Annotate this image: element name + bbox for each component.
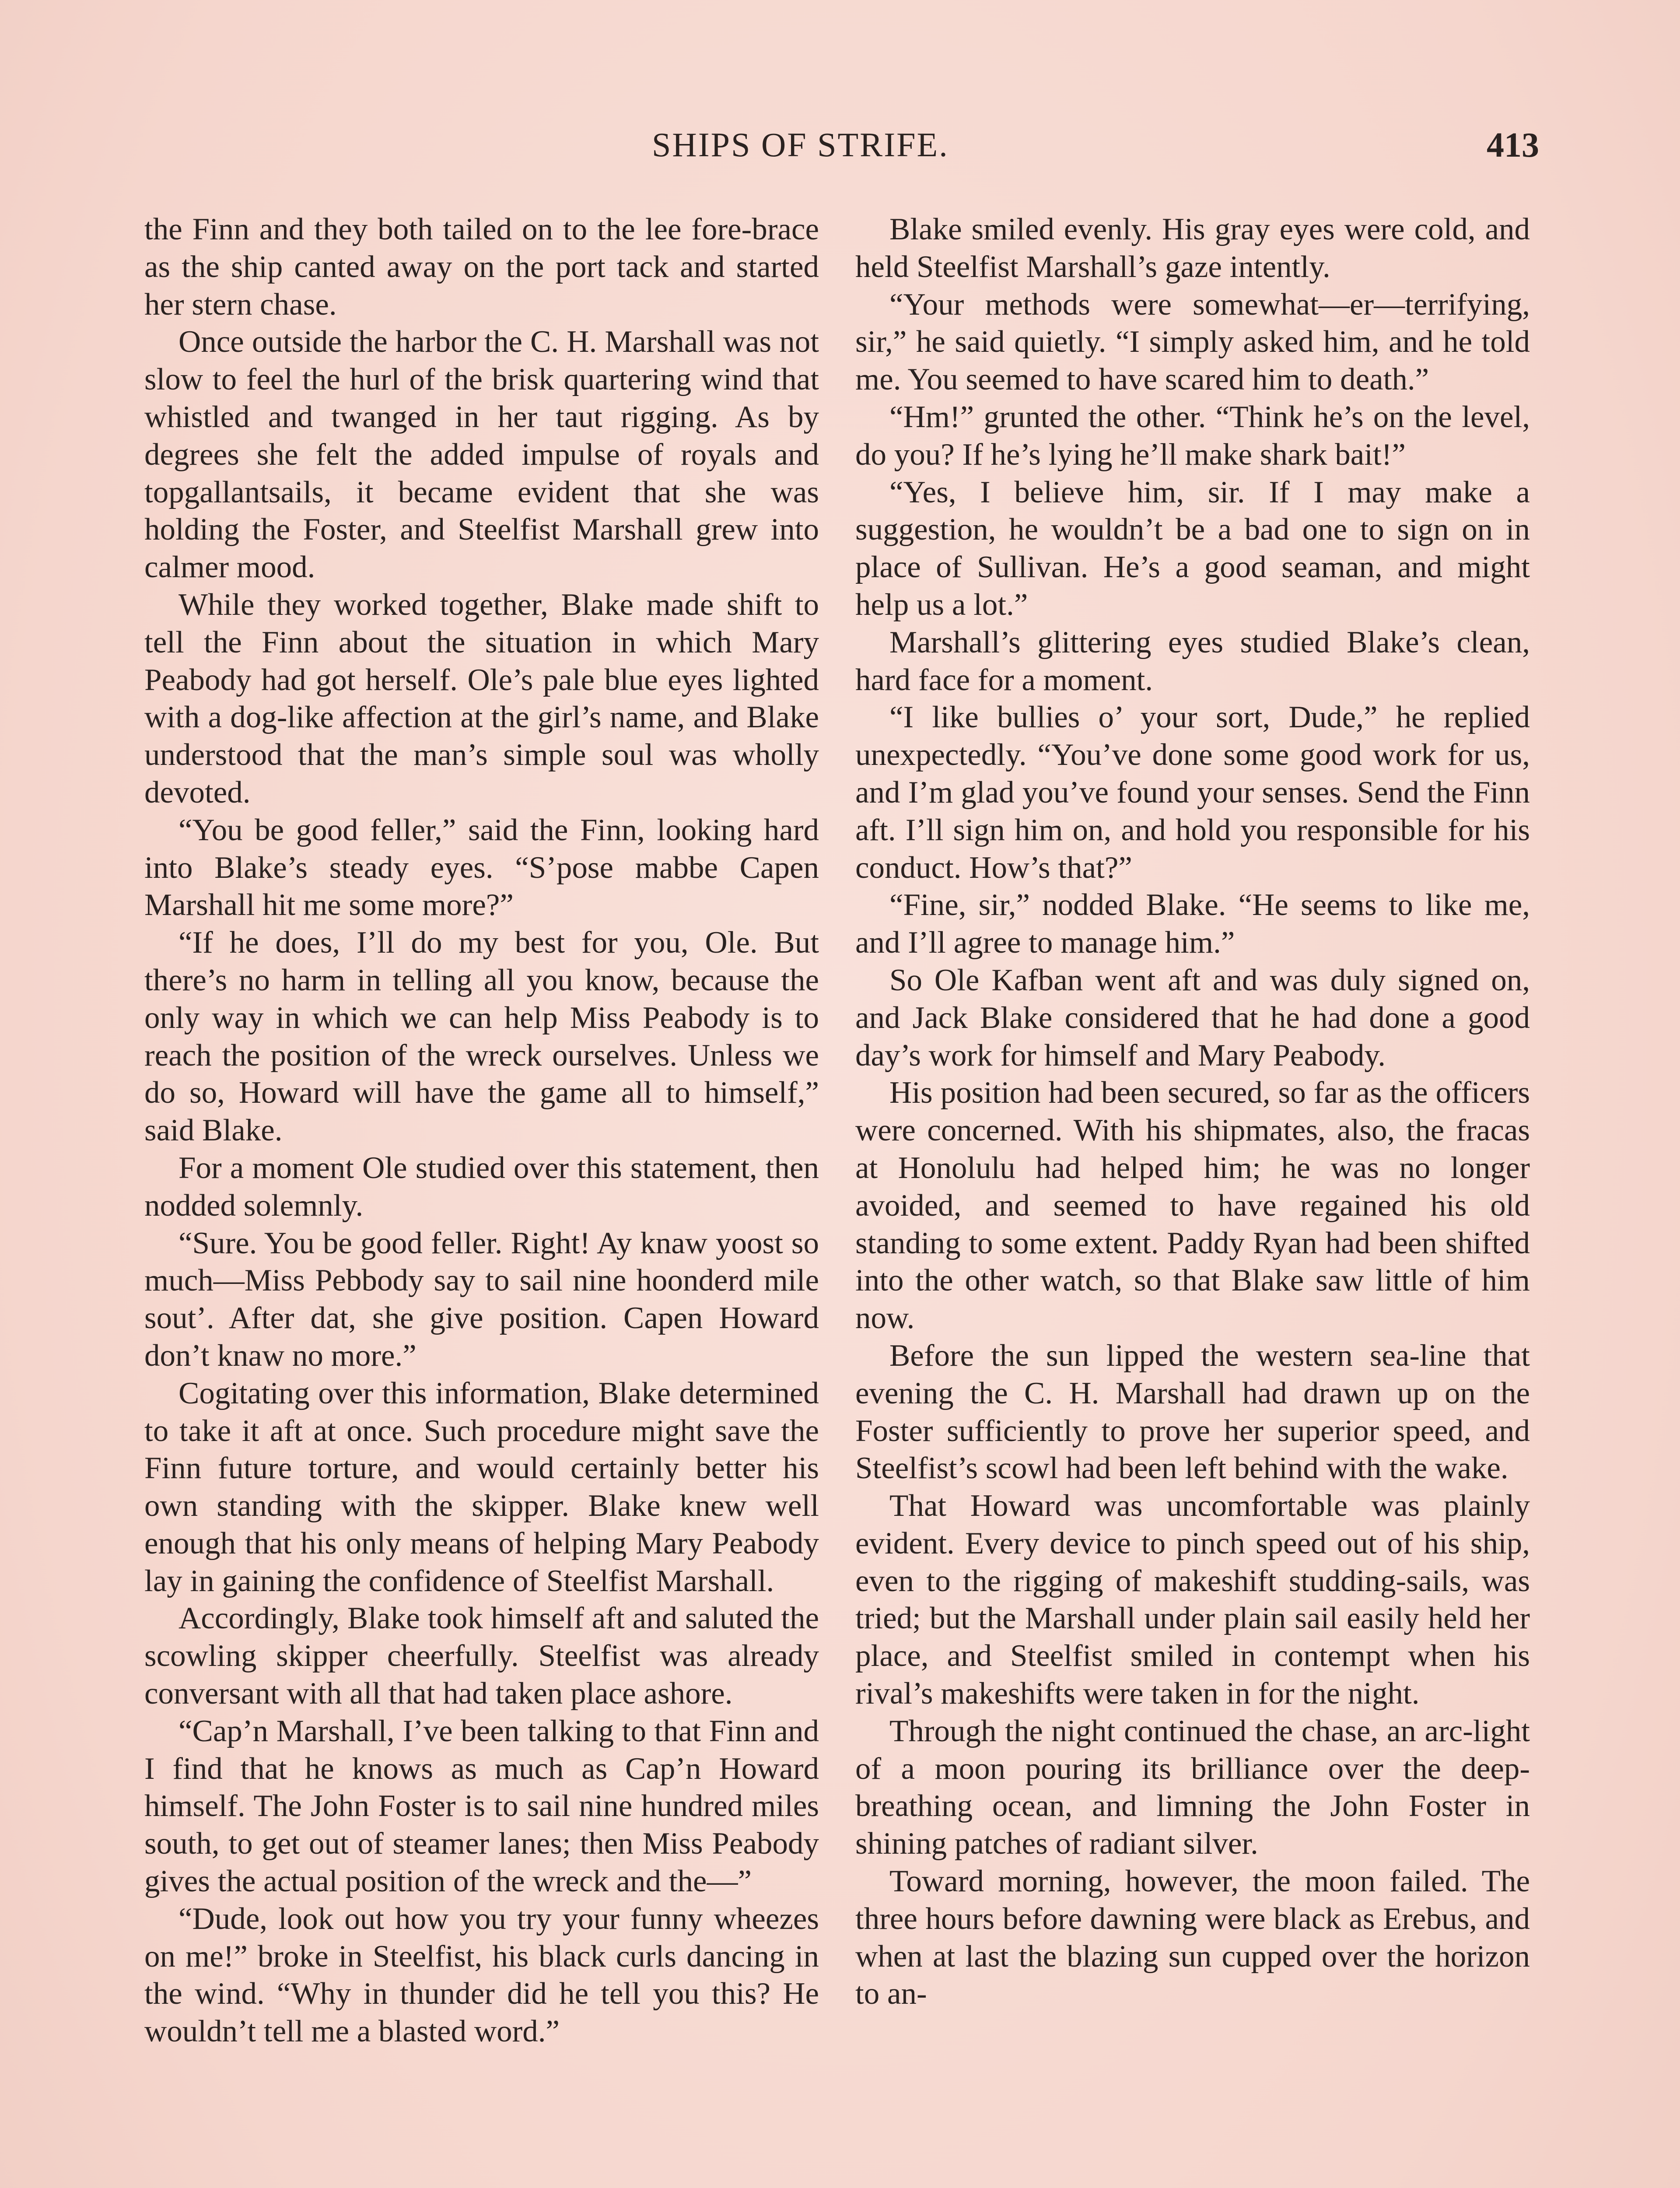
paragraph: “I like bullies o’ your sort, Dude,” he replied unexpectedly. “You’ve done some good work for us, and I’m glad you’ve found your senses. Send the Finn aft. I’ll sign him on, and hold you responsible for his conduct. How’s that?”: [855, 700, 1530, 885]
paragraph: So Ole Kafban went aft and was duly signed on, and Jack Blake considered that he had done a good day’s work for himself and Mary Peabody.: [855, 963, 1530, 1073]
paragraph: “If he does, I’ll do my best for you, Ole. But there’s no harm in telling all you know, because the only way in which we can help Miss Peabody is to reach the position of the wreck ourselves. Unless we do so, Howard will have the game all to himself,” said Blake.: [144, 926, 819, 1148]
paragraph: Blake smiled evenly. His gray eyes were cold, and held Steelfist Marshall’s gaze intently.: [855, 212, 1530, 284]
left-column: [144, 211, 819, 2051]
page-number: 413: [1487, 126, 1539, 165]
paragraph: “Fine, sir,” nodded Blake. “He seems to like me, and I’ll agree to manage him.”: [855, 888, 1530, 960]
paragraph: Once outside the harbor the C. H. Marshall was not slow to feel the hurl of the brisk quartering wind that whistled and twanged in her taut rigging. As by degrees she felt the added impulse of royals and topgallantsails, it became evident that she was holding the Foster, and Steelfist Marshall grew into calmer mood.: [144, 325, 819, 585]
paragraph: “Your methods were somewhat—er—terrifying, sir,” he said quietly. “I simply asked him, and he told me. You seemed to have scared him to death.”: [855, 287, 1530, 397]
paragraph: Before the sun lipped the western sea-line that evening the C. H. Marshall had drawn up on the Foster sufficiently to prove her superior speed, and Steelfist’s scowl had been left behind with the wake.: [855, 1338, 1530, 1486]
paragraph: Accordingly, Blake took himself aft and saluted the scowling skipper cheerfully. Steelfist was already conversant with all that had taken place ashore.: [144, 1601, 819, 1711]
paragraph: the Finn and they both tailed on to the lee fore-brace as the ship canted away on the port tack and started her stern chase.: [144, 212, 819, 322]
paragraph: “You be good feller,” said the Finn, looking hard into Blake’s steady eyes. “S’pose mabbe Capen Marshall hit me some more?”: [144, 813, 819, 922]
running-title: SHIPS OF STRIFE.: [652, 126, 949, 164]
paragraph: While they worked together, Blake made shift to tell the Finn about the situation in which Mary Peabody had got herself. Ole’s pale blue eyes lighted with a dog-like affection at the girl’s name, and Blake understood that the man’s simple soul was wholly devoted.: [144, 587, 819, 810]
paragraph: “Dude, look out how you try your funny wheezes on me!” broke in Steelfist, his black curls dancing in the wind. “Why in thunder did he tell you this? He wouldn’t tell me a blasted word.”: [144, 1901, 819, 2049]
paragraph: For a moment Ole studied over this statement, then nodded solemnly.: [144, 1150, 819, 1223]
paragraph: “Hm!” grunted the other. “Think he’s on the level, do you? If he’s lying he’ll make shark bait!”: [855, 400, 1530, 472]
paragraph: His position had been secured, so far as the officers were concerned. With his shipmates, also, the fracas at Honolulu had helped him; he was no longer avoided, and seemed to have regained his old standing to some extent. Paddy Ryan had been shifted into the other watch, so that Blake saw little of him now.: [855, 1076, 1530, 1336]
paragraph: “Cap’n Marshall, I’ve been talking to that Finn and I find that he knows as much as Cap’n Howard himself. The John Foster is to sail nine hundred miles south, to get out of steamer lanes; then Miss Peabody gives the actual position of the wreck and the—”: [144, 1714, 819, 1899]
paragraph: “Sure. You be good feller. Right! Ay knaw yoost so much—Miss Pebbody say to sail nine hoonderd mile sout’. After dat, she give position. Capen Howard don’t knaw no more.”: [144, 1226, 819, 1373]
right-column: [855, 211, 1530, 2013]
paragraph: “Yes, I believe him, sir. If I may make a suggestion, he wouldn’t be a bad one to sign on in place of Sullivan. He’s a good seaman, and might help us a lot.”: [855, 475, 1530, 622]
paragraph: Toward morning, however, the moon failed. The three hours before dawning were black as Erebus, and when at last the blazing sun cupped over the horizon to an-: [855, 1864, 1530, 2011]
paragraph: Through the night continued the chase, an arc-light of a moon pouring its brilliance over the deep-breathing ocean, and limning the John Foster in shining patches of radiant silver.: [855, 1714, 1530, 1861]
paragraph: Marshall’s glittering eyes studied Blake’s clean, hard face for a moment.: [855, 625, 1530, 697]
paragraph: Cogitating over this information, Blake determined to take it aft at once. Such procedure might save the Finn future torture, and would certainly better his own standing with the skipper. Blake knew well enough that his only means of helping Mary Peabody lay in gaining the confidence of Steelfist Marshall.: [144, 1376, 819, 1598]
paragraph: That Howard was uncomfortable was plainly evident. Every device to pinch speed out of his ship, even to the rigging of makeshift studding-sails, was tried; but the Marshall under plain sail easily held her place, and Steelfist smiled in contempt when his rival’s makeshifts were taken in for the night.: [855, 1489, 1530, 1711]
